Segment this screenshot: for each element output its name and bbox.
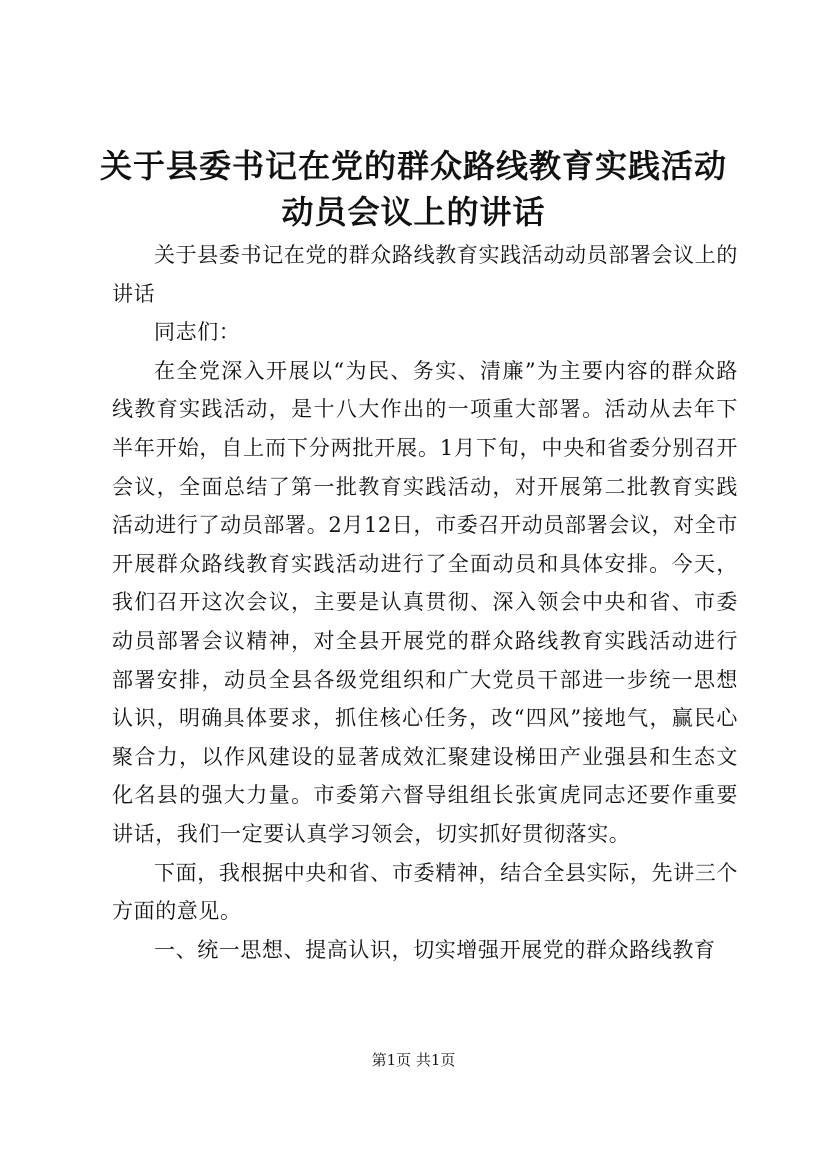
paragraph-section-heading: 一、统一思想、提高认识，切实增强开展党的群众路线教育 — [154, 937, 716, 962]
paragraph-salutation: 同志们： — [154, 320, 241, 345]
paragraph-intro: 在全党深入开展以“为民、务实、清廉”为主要内容的群众路线教育实践活动，是十八大作出的一项重大部署。活动从去年下半年开始，自上而下分两批开展。1月下旬，中央和省委分别召开会议，全面总结了第一批教育实践活动，对开展第二批教育实践活动进行了动员部署。2月12日，市委召开动员部署会议，对全市开展群众路线教育实践活动进行了全面动员和具体安排。今天，我们召开这次会议，主要是认真贯彻、深入领会中央和省、市委动员部署会议精神，对全县开展党的群众路线教育实践活动进行部署安排，动员全县各级党组织和广大党员干部进一步统一思想认识，明确具体要求，抓住核心任务，改“四风”接地气，赢民心聚合力，以作风建设的显著成效汇聚建设梯田产业强县和生态文化名县的强大力量。市委第六督导组组长张寅虎同志还要作重要讲话，我们一定要认真学习领会，切实抓好贯彻落实。 — [112, 358, 738, 846]
paragraph-subtitle: 关于县委书记在党的群众路线教育实践活动动员部署会议上的讲话 — [112, 243, 738, 306]
document-title: 关于县委书记在党的群众路线教育实践活动动员会议上的讲话 — [100, 147, 728, 231]
document-body — [112, 236, 738, 969]
page-footer: 第1页 共1页 — [371, 1051, 456, 1069]
paragraph-outline: 下面，我根据中央和省、市委精神，结合全县实际，先讲三个方面的意见。 — [112, 860, 738, 924]
